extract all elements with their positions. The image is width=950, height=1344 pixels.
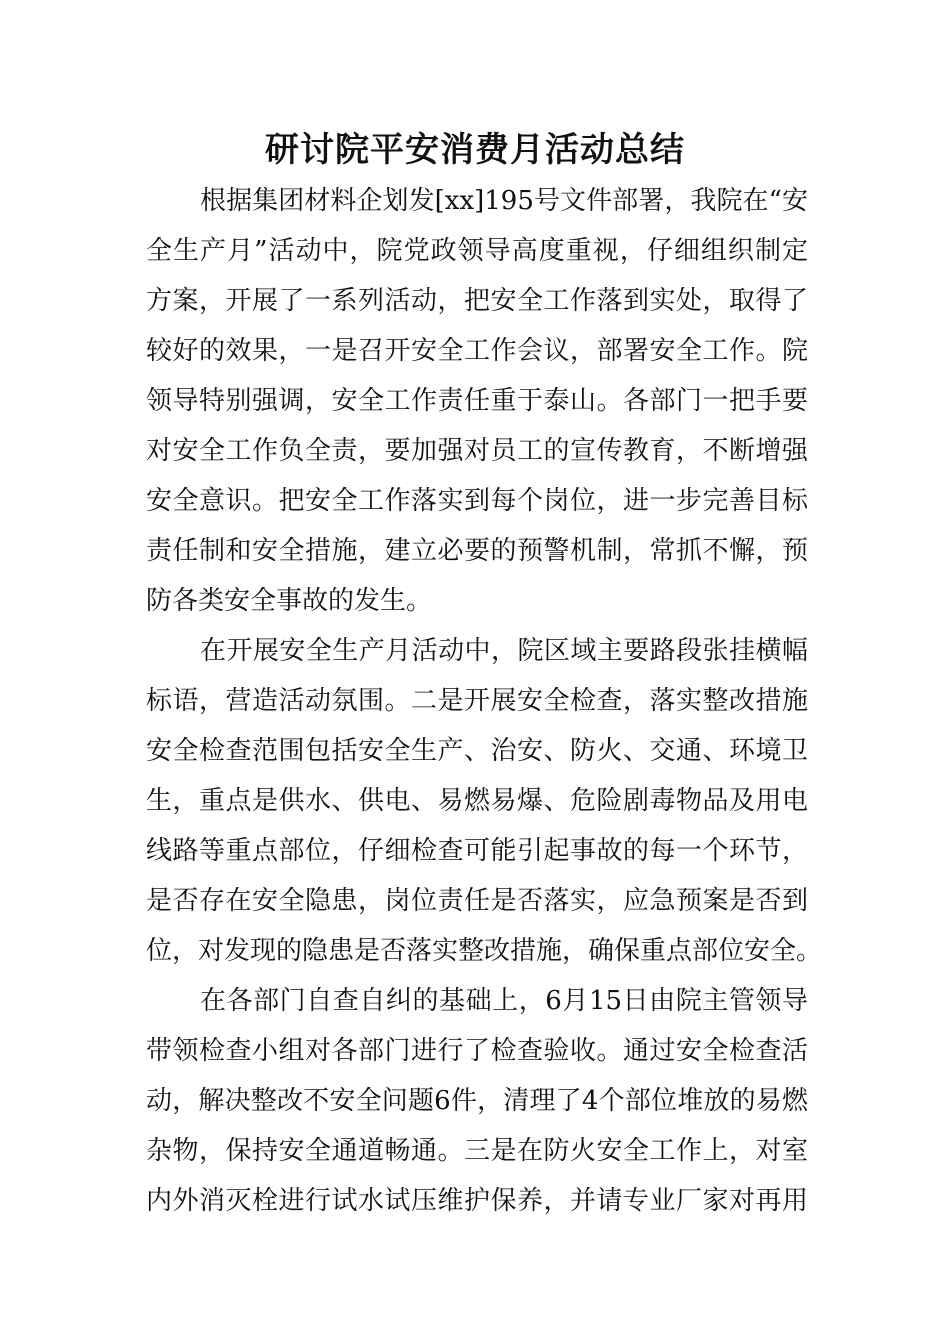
text-line: 生，重点是供水、供电、易燃易爆、危险剧毒物品及用电 xyxy=(146,786,808,816)
text-line: 安全意识。把安全工作落实到每个岗位，进一步完善目标 xyxy=(146,486,808,516)
text-line: 较好的效果，一是召开安全工作会议，部署安全工作。院 xyxy=(146,336,808,366)
text-line: 内外消灭栓进行试水试压维护保养，并请专业厂家对再用 xyxy=(146,1186,808,1216)
text-line: 是否存在安全隐患，岗位责任是否落实，应急预案是否到 xyxy=(146,886,808,916)
text-line: 全生产月”活动中，院党政领导高度重视，仔细组织制定 xyxy=(146,236,808,266)
text-line: 安全检查范围包括安全生产、治安、防火、交通、环境卫 xyxy=(146,736,808,766)
document-title: 研讨院平安消费月活动总结 xyxy=(265,130,685,170)
text-line: 根据集团材料企划发[xx]195号文件部署，我院在“安 xyxy=(200,186,808,216)
text-line: 方案，开展了一系列活动，把安全工作落到实处，取得了 xyxy=(146,286,808,316)
text-line: 杂物，保持安全通道畅通。三是在防火安全工作上，对室 xyxy=(146,1136,808,1166)
paragraph-3 xyxy=(146,976,808,1226)
text-line: 带领检查小组对各部门进行了检查验收。通过安全检查活 xyxy=(146,1036,808,1066)
text-line: 在各部门自查自纠的基础上，6月15日由院主管领导 xyxy=(200,986,808,1016)
paragraph-1 xyxy=(146,176,808,626)
text-line: 动，解决整改不安全问题6件，清理了4个部位堆放的易燃 xyxy=(146,1086,808,1116)
text-line: 对安全工作负全责，要加强对员工的宣传教育，不断增强 xyxy=(146,436,808,466)
text-line: 责任制和安全措施，建立必要的预警机制，常抓不懈，预 xyxy=(146,536,808,566)
text-line: 标语，营造活动氛围。二是开展安全检查，落实整改措施 xyxy=(146,686,808,716)
text-line: 线路等重点部位，仔细检查可能引起事故的每一个环节， xyxy=(146,836,808,866)
text-line: 位，对发现的隐患是否落实整改措施，确保重点部位安全。 xyxy=(146,936,823,966)
text-line: 防各类安全事故的发生。 xyxy=(146,586,433,616)
text-line: 在开展安全生产月活动中，院区域主要路段张挂横幅 xyxy=(200,636,808,666)
text-line: 领导特别强调，安全工作责任重于泰山。各部门一把手要 xyxy=(146,386,808,416)
document-body xyxy=(146,176,823,1226)
paragraph-2 xyxy=(146,626,823,976)
